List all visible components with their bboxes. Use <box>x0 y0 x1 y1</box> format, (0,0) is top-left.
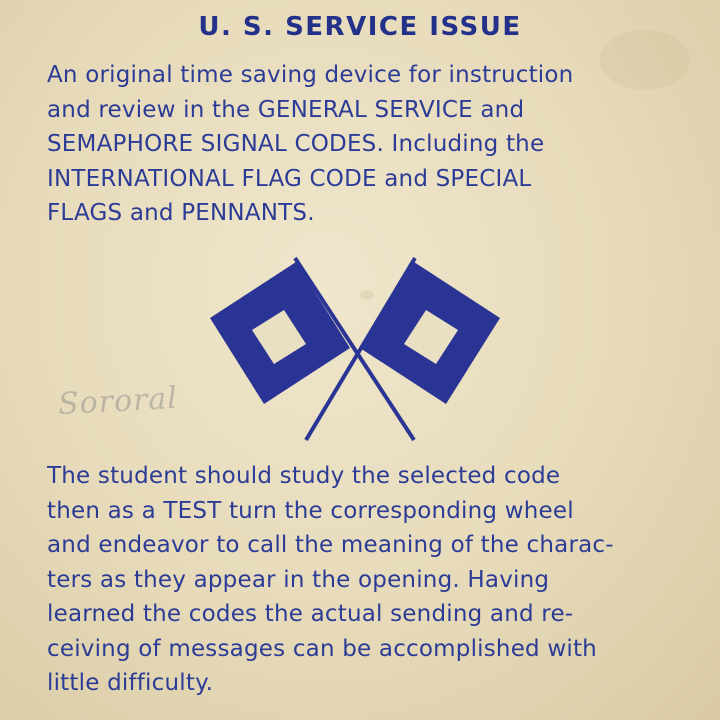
right-semaphore-flag <box>360 262 500 404</box>
intro-line: INTERNATIONAL FLAG CODE and SPECIAL <box>47 165 532 192</box>
instruction-line: then as a TEST turn the corresponding wheel <box>47 497 574 524</box>
instructions-paragraph <box>47 459 687 701</box>
intro-line: SEMAPHORE SIGNAL CODES. Including the <box>47 131 545 157</box>
instruction-line: learned the codes the actual sending and re- <box>47 601 574 627</box>
instruction-line: ceiving of messages can be accomplished with <box>47 635 597 662</box>
instruction-line: and endeavor to call the meaning of the charac- <box>47 532 614 558</box>
instruction-line: ters as they appear in the opening. Having <box>47 566 550 593</box>
instruction-line: The student should study the selected code <box>47 463 561 489</box>
pencil-note: Sororal <box>57 380 179 423</box>
left-semaphore-flag <box>210 262 350 404</box>
intro-line: An original time saving device for instruction <box>47 62 574 88</box>
instruction-line: little difficulty. <box>47 670 214 696</box>
heading: U. S. SERVICE ISSUE <box>198 12 522 42</box>
crossed-semaphore-flags-icon <box>200 250 510 450</box>
intro-line: and review in the GENERAL SERVICE and <box>47 96 525 123</box>
intro-line: FLAGS and PENNANTS. <box>47 200 315 226</box>
intro-paragraph <box>47 58 687 231</box>
